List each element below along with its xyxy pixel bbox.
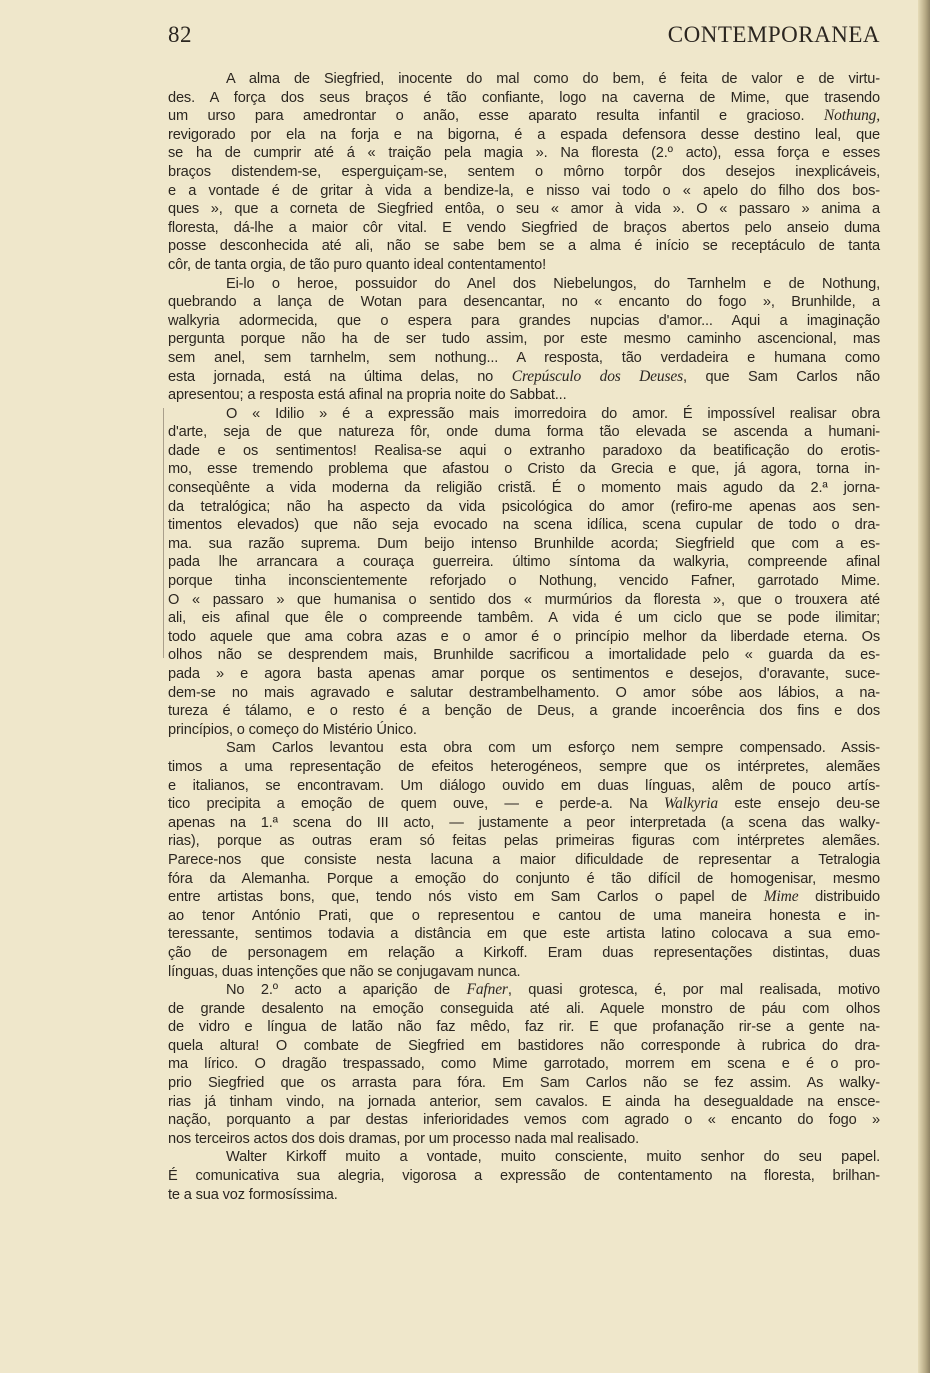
text-line <box>168 1111 880 1130</box>
text-segment: nos terceiros actos dos dois dramas, por um processo nada mal realisado. <box>168 1130 640 1147</box>
text-line <box>168 182 880 201</box>
text-line <box>168 89 880 108</box>
text-line <box>168 777 880 796</box>
text-line <box>168 721 880 740</box>
text-segment: um urso para amedrontar o anão, esse aparato resulta infantil e gracioso. <box>168 108 824 125</box>
text-segment: da tetralógica; não ha aspecto da vida psicológica do amor (refiro-me apenas aos sen- <box>168 498 880 515</box>
text-line <box>168 591 880 610</box>
text-segment: , que Sam Carlos não <box>682 368 880 385</box>
text-line <box>168 684 880 703</box>
text-segment: rias já tinham vindo, na jornada anterior, sem cavalos. E ainda ha desegualdade na ensce- <box>168 1093 880 1110</box>
text-segment: timentos elevados) que não seja evocado na scena idílica, scena cupular de todo o dra- <box>168 517 880 534</box>
text-segment: pada lhe arrancara a couraça guerreira. último síntoma da walkyria, compreende afinal <box>168 554 880 571</box>
text-line <box>168 646 880 665</box>
text-segment: pergunta porque não ha de ser tudo assim, por este mesmo caminho ascencional, mas <box>168 331 880 348</box>
paragraph <box>168 70 880 275</box>
text-line <box>168 739 880 758</box>
text-line <box>168 1186 880 1205</box>
text-line <box>168 553 880 572</box>
text-segment: se ha de cumprir até á « traição pela magia ». Na floresta (2.º acto), essa força e esses <box>168 145 880 162</box>
text-line <box>168 832 880 851</box>
text-line <box>168 368 880 387</box>
text-line <box>168 1055 880 1074</box>
text-line <box>168 256 880 275</box>
text-line <box>168 609 880 628</box>
text-line <box>168 479 880 498</box>
text-line <box>168 665 880 684</box>
text-line <box>168 237 880 256</box>
text-line <box>168 963 880 982</box>
text-segment: quebrando a lança de Wotan para desencantar, no « encanto do fogo », Brunhilde, a <box>168 294 880 311</box>
text-line <box>168 405 880 424</box>
text-segment: No 2.º acto a aparição de <box>226 982 467 999</box>
italic-title: Fafner <box>466 981 508 999</box>
text-segment: entre artistas bons, que, tendo nós visto em Sam Carlos o papel de <box>168 889 764 906</box>
text-segment: quela altura! O combate de Siegfried em bastidores não corresponde à rubrica do dra- <box>168 1037 880 1054</box>
text-line <box>168 702 880 721</box>
text-segment: posse desconhecida até ali, não se sabe bem se a alma é início se receptáculo de tanta <box>168 238 880 255</box>
margin-mark <box>163 408 166 658</box>
text-segment: e a vontade é de gritar à vida a bendize-la, e nisso vai todo o « apelo do filho dos bos- <box>168 182 880 199</box>
text-segment: revigorado por ela na forja e na bigorna, é a espada defensora desse destino leal, que <box>168 126 880 143</box>
text-segment: côr, de tanta orgia, de tão puro quanto ideal contentamento! <box>168 256 547 273</box>
text-segment: A alma de Siegfried, inocente do mal como do bem, é feita de valor e de virtu- <box>226 71 880 87</box>
text-segment: de grande desalento na emoção conseguida até ali. Aquele monstro de páu com olhos <box>168 1000 880 1017</box>
text-line <box>168 1130 880 1149</box>
text-line <box>168 200 880 219</box>
text-segment: dade e os sentimentos! Realisa-se aqui o extranho paradoxo da beatificação do erotis- <box>168 442 880 459</box>
text-segment: ali, eis afinal que êle o compreende tambêm. A vida é um ciclo que se pode ilimitar; <box>168 610 880 627</box>
text-segment: esta jornada, está na última delas, no <box>168 368 512 385</box>
text-segment: dem-se no mais agravado e salutar destrambelhamento. O amor sóbe aos lábios, a na- <box>168 684 880 701</box>
text-line <box>168 628 880 647</box>
text-line <box>168 442 880 461</box>
text-line <box>168 163 880 182</box>
text-line <box>168 1000 880 1019</box>
text-segment: distribuido <box>798 889 880 906</box>
text-line <box>168 460 880 479</box>
text-line <box>168 758 880 777</box>
paragraph <box>168 739 880 981</box>
text-line <box>168 516 880 535</box>
text-segment: Parece-nos que consiste nesta lacuna a maior dificuldade de representar a Tetralogia <box>168 851 880 868</box>
page-number: 82 <box>168 22 192 47</box>
text-segment: apresentou; a resposta está afinal na propria noite do Sabbat... <box>168 387 567 404</box>
text-line <box>168 944 880 963</box>
paragraph <box>168 1148 880 1204</box>
italic-title: Crepúsculo dos Deuses <box>511 367 683 385</box>
text-segment: ma lírico. O dragão trespassado, como Mime garrotado, morrem em scena e é o pro- <box>168 1056 880 1073</box>
text-line <box>168 981 880 1000</box>
text-line <box>168 814 880 833</box>
text-segment: de vidro e língua de latão não faz mêdo, faz rir. E que profanação rir-se a gente na- <box>168 1019 880 1036</box>
text-segment: walkyria adormecida, que o espera para grandes nupcias d'amor... Aqui a imaginação <box>168 312 880 329</box>
text-line <box>168 870 880 889</box>
text-segment: Ei-lo o heroe, possuidor do Anel dos Niebelungos, do Tarnhelm e de Nothung, <box>226 275 880 292</box>
text-line <box>168 275 880 294</box>
text-line <box>168 1093 880 1112</box>
text-segment: prio Siegfried que os arrasta para fóra. Em Sam Carlos não se fez assim. As walky- <box>168 1075 880 1092</box>
text-segment: te a sua voz formosíssima. <box>168 1186 338 1203</box>
text-line <box>168 535 880 554</box>
text-line <box>168 1148 880 1167</box>
text-line <box>168 219 880 238</box>
italic-title: Nothung, <box>823 107 880 125</box>
page-header <box>168 22 880 56</box>
text-segment: timos a uma representação de efeitos heterogéneos, sempre que os intérpretes, alemães <box>168 758 880 775</box>
text-segment: Walter Kirkoff muito a vontade, muito consciente, muito senhor do seu papel. <box>226 1149 880 1166</box>
text-segment: porque tinha inconscientemente reforjado o Nothung, vencido Fafner, garrotado Mime. <box>168 573 880 590</box>
text-line <box>168 907 880 926</box>
text-segment: princípios, o começo do Mistério Único. <box>168 721 417 738</box>
text-line <box>168 70 880 89</box>
text-segment: Sam Carlos levantou esta obra com um esforço nem sempre compensado. Assis- <box>226 740 880 757</box>
text-segment: ques », que a corneta de Siegfried entôa, o seu « amor à vida ». O « passaro » anima a <box>168 201 880 218</box>
text-line <box>168 423 880 442</box>
text-line <box>168 349 880 368</box>
text-segment: mo, esse tremendo problema que afastou o Cristo da Grecia e que, já agora, torna in- <box>168 461 880 478</box>
text-segment: ao tenor António Prati, que o representou e cantou de uma maneira honesta e in- <box>168 907 880 924</box>
text-line <box>168 107 880 126</box>
text-segment: tureza é tálamo, e o resto é a benção de Deus, a grande incoerência dos fins e dos <box>168 703 880 720</box>
italic-title: Walkyria <box>663 795 719 813</box>
text-line <box>168 572 880 591</box>
text-segment: floresta, dá-lhe a maior côr vital. E vendo Siegfried de braços abertos pelo anseio duma <box>168 219 880 236</box>
text-segment: línguas, duas intenções que não se conjugavam nunca. <box>168 963 521 980</box>
paragraph <box>168 981 880 1148</box>
text-line <box>168 293 880 312</box>
text-line <box>168 795 880 814</box>
text-line <box>168 330 880 349</box>
text-line <box>168 312 880 331</box>
text-line <box>168 1074 880 1093</box>
running-title: CONTEMPORANEA <box>667 22 880 47</box>
text-segment: des. A força dos seus braços é tão confiante, logo na caverna de Mime, que trasendo <box>168 89 880 106</box>
text-line <box>168 888 880 907</box>
paragraph <box>168 405 880 740</box>
text-segment: pada » e agora basta apenas amar porque os sentimentos e desejos, d'oravante, suce- <box>168 666 880 682</box>
text-line <box>168 126 880 145</box>
text-segment: fóra da Alemanha. Porque a emoção do conjunto é tão difícil de homogenisar, mesmo <box>168 870 880 887</box>
page-edge-shadow <box>918 0 930 1373</box>
text-segment: , quasi grotesca, é, por mal realisada, motivo <box>507 982 880 999</box>
text-line <box>168 144 880 163</box>
text-segment: O « Idilio » é a expressão mais imorredoira do amor. É impossível realisar obra <box>226 405 880 422</box>
text-line <box>168 1018 880 1037</box>
text-segment: ção de personagem em relação a Kirkoff. Eram duas representações distintas, duas <box>168 944 880 961</box>
text-segment: este ensejo deu-se <box>718 796 880 813</box>
text-segment: todo aquele que ama cobra azas e o amor é o princípio melhor da liberdade eterna. Os <box>168 628 880 645</box>
text-line <box>168 498 880 517</box>
text-segment: tico precipita a emoção de quem ouve, — e perde-a. Na <box>168 796 664 813</box>
text-line <box>168 851 880 870</box>
text-segment: nação, porquanto a par destas inferioridades vemos com agrado o « encanto do fogo » <box>168 1112 880 1129</box>
paragraph <box>168 275 880 405</box>
text-segment: É comunicativa sua alegria, vigorosa a expressão de contentamento na floresta, brilhan- <box>168 1168 880 1185</box>
text-segment: d'arte, seja de que natureza fôr, onde duma forma tão elevada se ascenda a humani- <box>168 424 880 441</box>
text-segment: braços distendem-se, esperguiçam-se, sentem o môrno torpôr dos desejos inexplicáveis, <box>168 163 880 180</box>
text-segment: sem anel, sem tarnhelm, sem nothung... A resposta, tão verdadeira e humana como <box>168 349 880 366</box>
text-segment: apenas na 1.ª scena do III acto, — justamente a peor interpretada (a scena das walky- <box>168 814 880 831</box>
text-line <box>168 1037 880 1056</box>
text-segment: rias), porque as outras eram só feitas pelas primeiras figuras com intérpretes alemães. <box>168 833 880 850</box>
body-text <box>168 70 880 1204</box>
text-segment: conseqùênte a vida moderna da religião cristã. É o momento mais agudo da 2.ª jorna- <box>168 480 880 497</box>
text-segment: olhos não se desprendem mais, Brunhilde sacrificou a imortalidade pelo « guarda da es- <box>168 647 880 664</box>
text-segment: e italianos, se encontravam. Um diálogo ouvido em duas línguas, alêm de pouco artís- <box>168 777 880 794</box>
text-line <box>168 1167 880 1186</box>
text-line <box>168 386 880 405</box>
italic-title: Mime <box>763 888 799 906</box>
text-segment: teressante, sentimos todavia a distância em que este artista latino colocava a sua emo- <box>168 926 880 943</box>
text-segment: O « passaro » que humanisa o sentido dos « murmúrios da floresta », que o trouxera até <box>168 591 880 608</box>
text-segment: ma. sua razão suprema. Dum beijo intenso Brunhilde acorda; Siegfrield que com a es- <box>168 535 880 552</box>
text-line <box>168 925 880 944</box>
